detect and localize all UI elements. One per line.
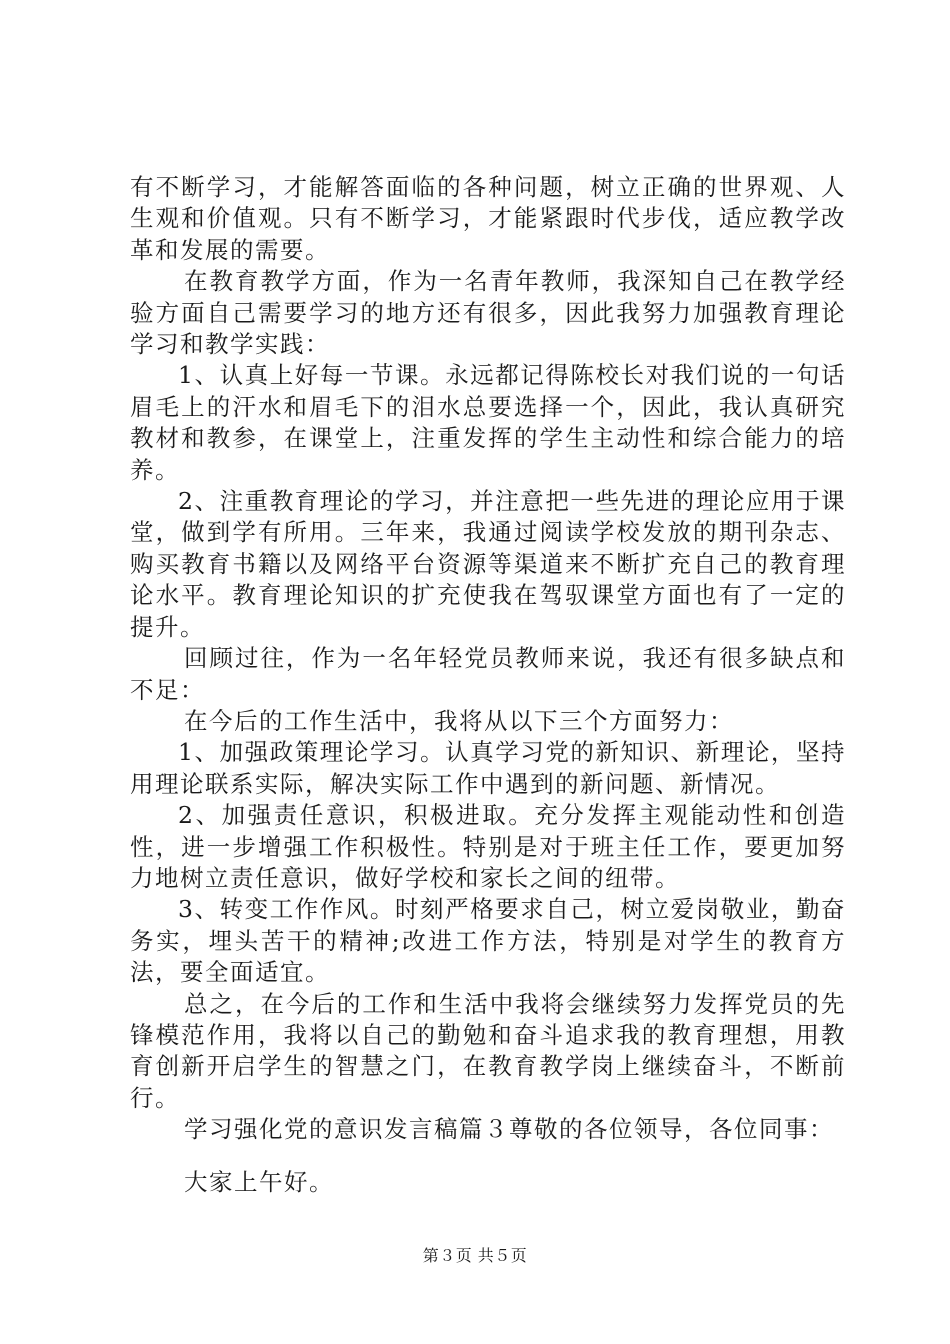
paragraph-12: 大家上午好。 (184, 1167, 334, 1196)
paragraph-4: 2、注重教育理论的学习，并注意把一些先进的理论应用于课堂，做到学有所用。三年来，我通过阅读学校发放的期刊杂志、购买教育书籍以及网络平台资源等渠道来不断扩充自己的教育理论水平。教育理论知识的扩充使我在驾驭课堂方面也有了一定的提升。 (130, 487, 846, 641)
paragraph-11: 学习强化党的意识发言稿篇３尊敬的各位领导，各位同事： (184, 1115, 834, 1144)
document-body (130, 172, 846, 1198)
paragraph-6: 在今后的工作生活中，我将从以下三个方面努力： (184, 706, 734, 735)
paragraph-3: 1、认真上好每一节课。永远都记得陈校长对我们说的一句话眉毛上的汗水和眉毛下的泪水总要选择一个，因此，我认真研究教材和教参，在课堂上，注重发挥的学生主动性和综合能力的培养。 (130, 361, 846, 484)
paragraph-1: 有不断学习，才能解答面临的各种问题，树立正确的世界观、人生观和价值观。只有不断学习，才能紧跟时代步伐，适应教学改革和发展的需要。 (130, 173, 846, 264)
paragraph-2: 在教育教学方面，作为一名青年教师，我深知自己在教学经验方面自己需要学习的地方还有很多，因此我努力加强教育理论学习和教学实践： (130, 267, 846, 359)
paragraph-9: 3、转变工作作风。时刻严格要求自己，树立爱岗敬业，勤奋务实，埋头苦干的精神;改进工作方法，特别是对学生的教育方法，要全面适宜。 (130, 895, 846, 987)
page-footer: 第３页 共５页 (422, 1246, 528, 1265)
paragraph-5: 回顾过往，作为一名年轻党员教师来说，我还有很多缺点和不足： (130, 644, 846, 704)
paragraph-8: 2、加强责任意识，积极进取。充分发挥主观能动性和创造性，进一步增强工作积极性。特别是对于班主任工作，要更加努力地树立责任意识，做好学校和家长之间的纽带。 (130, 801, 846, 892)
paragraph-10: 总之，在今后的工作和生活中我将会继续努力发挥党员的先锋模范作用，我将以自己的勤勉和奋斗追求我的教育理想，用教育创新开启学生的智慧之门，在教育教学岗上继续奋斗，不断前行。 (130, 989, 846, 1112)
paragraph-7: 1、加强政策理论学习。认真学习党的新知识、新理论，坚持用理论联系实际，解决实际工作中遇到的新问题、新情况。 (130, 738, 846, 798)
